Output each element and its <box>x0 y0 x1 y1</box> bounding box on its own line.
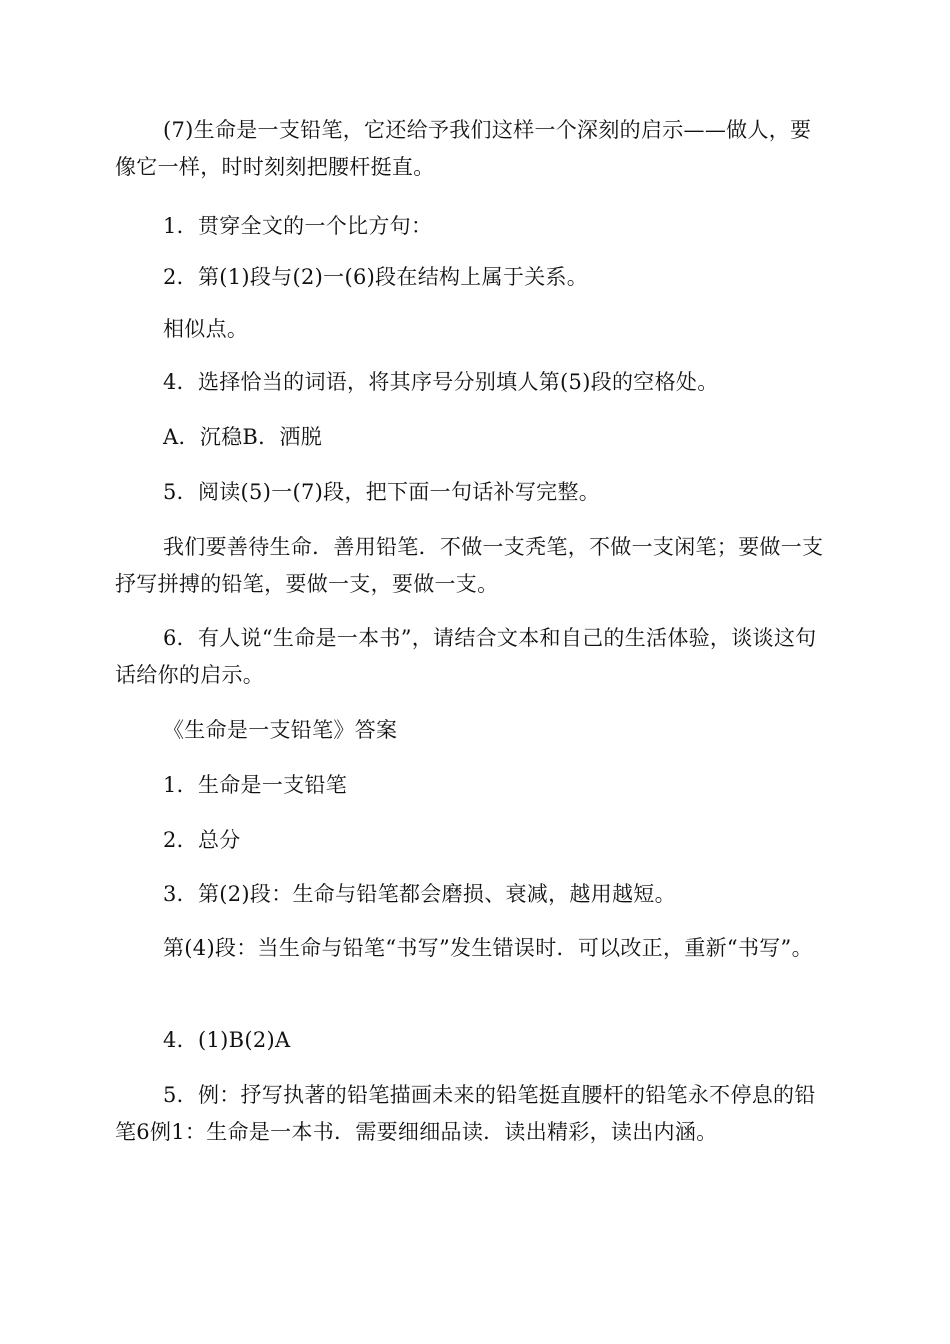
question-4-options: A．沉稳B．洒脱 <box>163 425 322 449</box>
answer-3-paragraph-4: 第(4)段：当生命与铅笔“书写”发生错误时．可以改正，重新“书写”。 <box>163 936 813 960</box>
answer-1: 1．生命是一支铅笔 <box>163 773 348 797</box>
question-5-sentence: 我们要善待生命．善用铅笔．不做一支秃笔，不做一支闲笔；要做一支抒写拼搏的铅笔，要做一支，要做一支。 <box>115 535 824 596</box>
question-2: 2．第(1)段与(2)一(6)段在结构上属于关系。 <box>163 265 589 289</box>
paragraph-7-pencil-revelation: (7)生命是一支铅笔，它还给予我们这样一个深刻的启示——做人，要像它一样，时时刻刻把腰杆挺直。 <box>115 118 812 179</box>
answer-2: 2．总分 <box>163 828 241 852</box>
question-3-similarity: 相似点。 <box>163 317 249 341</box>
answer-3: 3．第(2)段：生命与铅笔都会磨损、衰减，越用越短。 <box>163 882 676 906</box>
question-5: 5．阅读(5)一(7)段，把下面一句话补写完整。 <box>163 480 601 504</box>
answers-heading: 《生命是一支铅笔》答案 <box>163 718 398 742</box>
question-1: 1．贯穿全文的一个比方句： <box>163 214 433 238</box>
question-4: 4．选择恰当的词语，将其序号分别填人第(5)段的空格处。 <box>163 370 719 394</box>
answer-4: 4．(1)B(2)A <box>163 1028 291 1052</box>
answer-5-and-6: 5．例：抒写执著的铅笔描画未来的铅笔挺直腰杆的铅笔永不停息的铅笔6例1：生命是一本书．需要细细品读．读出精彩，读出内涵。 <box>115 1083 816 1144</box>
question-6: 6．有人说“生命是一本书”，请结合文本和自己的生活体验，谈谈这句话给你的启示。 <box>115 626 817 687</box>
